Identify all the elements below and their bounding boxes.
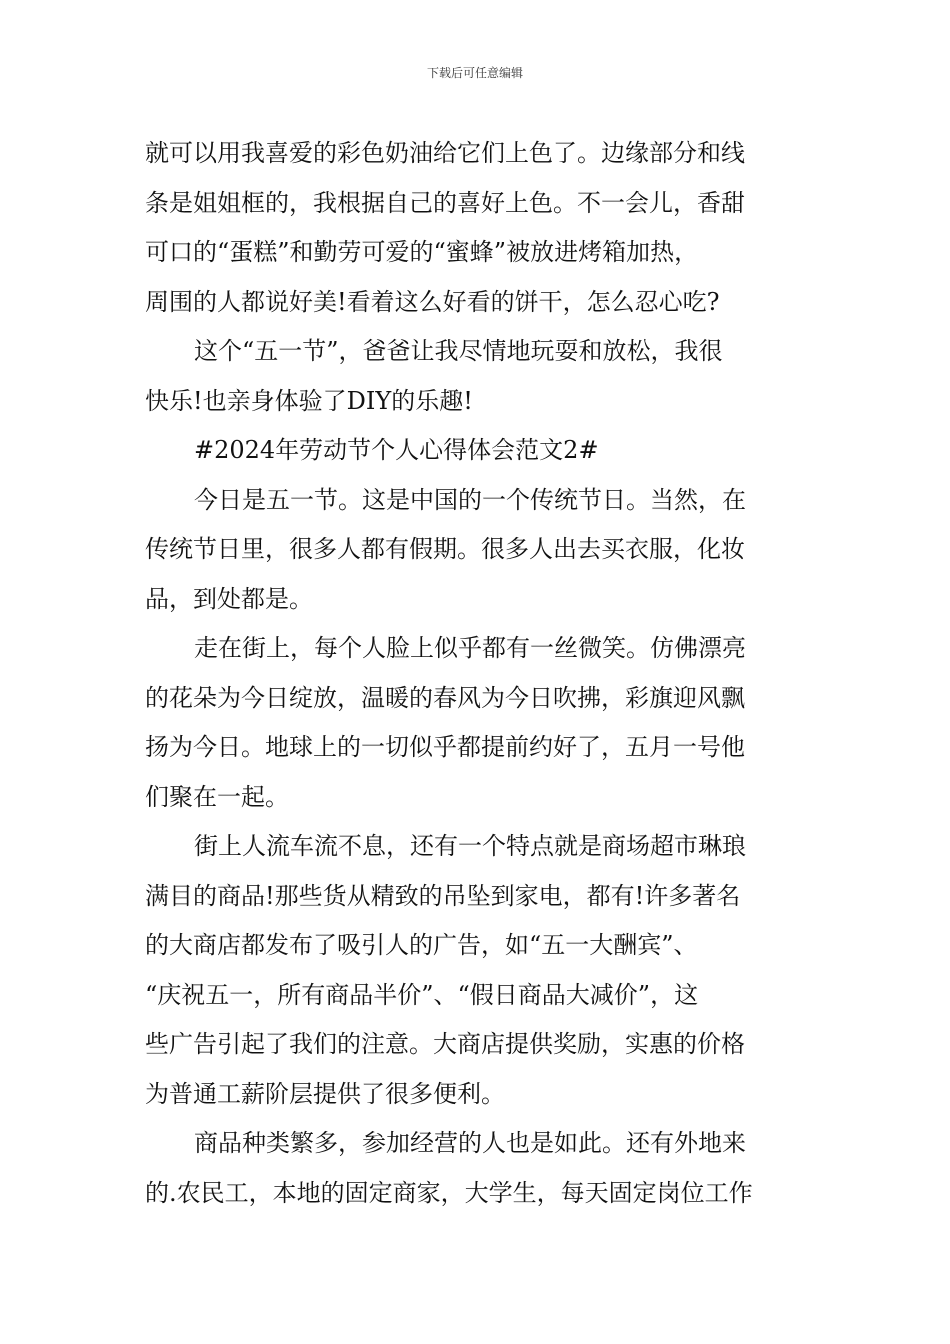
text-line: 传统节日里，很多人都有假期。很多人出去买衣服，化妆 (145, 535, 745, 563)
text-line: #2024年劳动节个人心得体会范文2# (194, 436, 599, 464)
text-line: 这个“五一节”，爸爸让我尽情地玩耍和放松，我很 (194, 337, 723, 365)
text-line: 今日是五一节。这是中国的一个传统节日。当然，在 (194, 485, 746, 514)
paragraph (145, 624, 805, 822)
text-line: 可口的“蛋糕”和勤劳可爱的“蜜蜂”被放进烤箱加热， (145, 238, 699, 266)
document-body (145, 129, 805, 1218)
text-line: 走在街上，每个人脸上似乎都有一丝微笑。仿佛漂亮 (194, 634, 746, 662)
text-line: 们聚在一起。 (145, 782, 289, 811)
paragraph (145, 476, 805, 625)
text-line: 满目的商品!那些货从精致的吊坠到家电，都有!许多著名 (145, 881, 741, 910)
paragraph (145, 822, 805, 1119)
paragraph (145, 129, 805, 327)
paragraph (145, 327, 805, 426)
text-line: 扬为今日。地球上的一切似乎都提前约好了，五月一号他 (145, 733, 745, 761)
page-header: 下载后可任意编辑 (426, 66, 523, 80)
section-heading (145, 426, 805, 476)
text-line: 街上人流车流不息，还有一个特点就是商场超市琳琅 (194, 832, 746, 860)
text-line: 为普通工薪阶层提供了很多便利。 (145, 1079, 505, 1108)
text-line: 周围的人都说好美!看着这么好看的饼干，怎么忍心吃? (145, 287, 720, 316)
text-line: 的花朵为今日绽放，温暖的春风为今日吹拂，彩旗迎风飘 (145, 683, 745, 712)
text-line: 就可以用我喜爱的彩色奶油给它们上色了。边缘部分和线 (145, 139, 745, 167)
text-line: 些广告引起了我们的注意。大商店提供奖励，实惠的价格 (145, 1030, 745, 1058)
text-line: 快乐!也亲身体验了DIY的乐趣! (145, 386, 473, 415)
text-line: 条是姐姐框的，我根据自己的喜好上色。不一会儿，香甜 (145, 188, 745, 217)
text-line: 商品种类繁多，参加经营的人也是如此。还有外地来 (194, 1129, 746, 1157)
text-line: 的大商店都发布了吸引人的广告，如“五一大酬宾”、 (145, 931, 698, 959)
text-line: 品，到处都是。 (145, 584, 313, 613)
text-line: 的.农民工，本地的固定商家，大学生，每天固定岗位工作 (145, 1178, 753, 1207)
paragraph (145, 1119, 805, 1218)
text-line: “庆祝五一，所有商品半价”、“假日商品大减价”，这 (145, 980, 699, 1009)
